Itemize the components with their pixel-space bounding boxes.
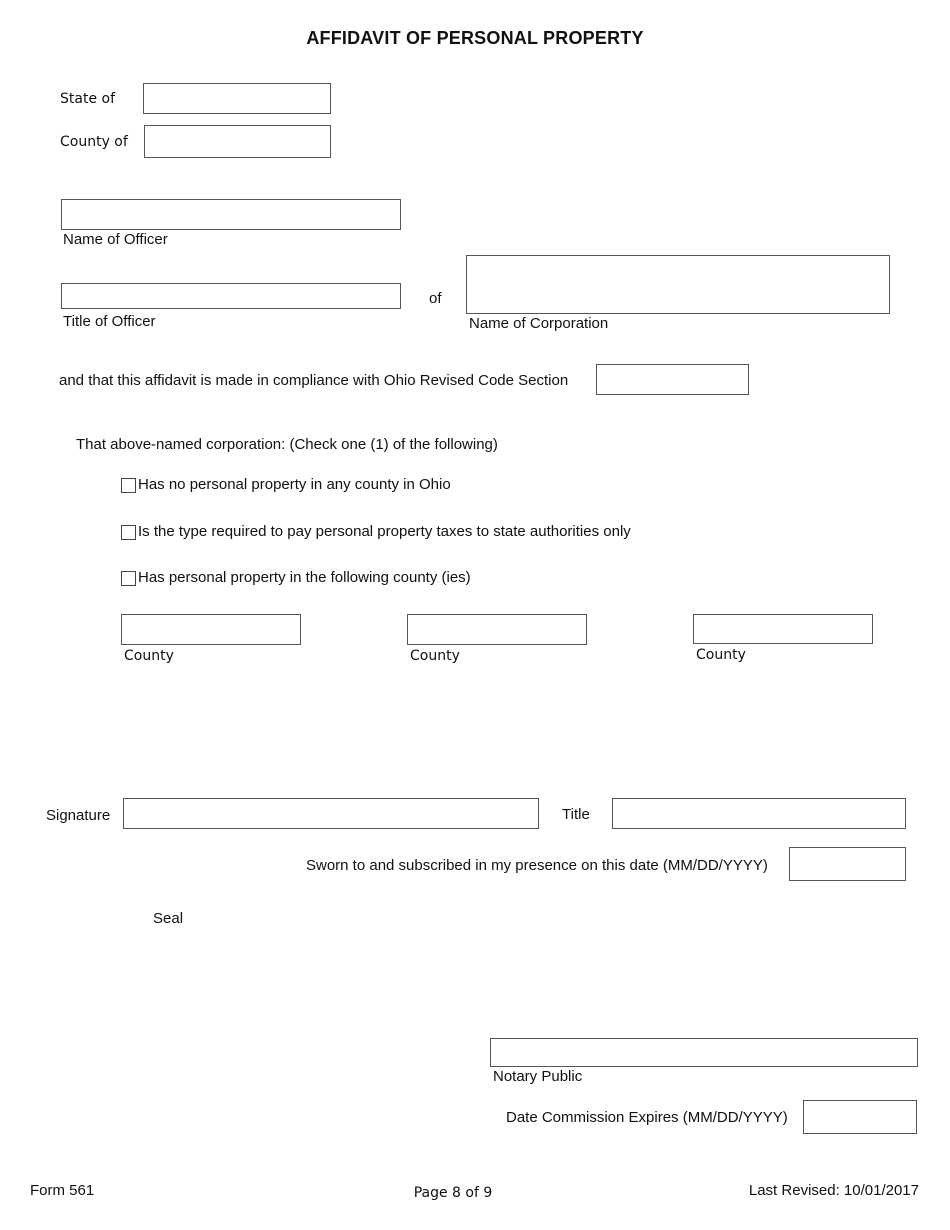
page-indicator: Page 8 of 9 [413, 1185, 493, 1201]
code-section-field[interactable] [596, 364, 749, 395]
option-has-property-checkbox[interactable] [121, 571, 136, 586]
officer-title-field[interactable] [61, 283, 401, 309]
county-field[interactable] [144, 125, 331, 158]
officer-name-label: Name of Officer [63, 231, 168, 248]
county-field-3[interactable] [693, 614, 873, 644]
last-revised: Last Revised: 10/01/2017 [748, 1182, 919, 1199]
compliance-text: and that this affidavit is made in compliance with Ohio Revised Code Section [59, 372, 569, 389]
officer-name-field[interactable] [61, 199, 401, 230]
signature-label: Signature [46, 807, 111, 824]
county-label: County of [60, 134, 128, 150]
county-field-1[interactable] [121, 614, 301, 645]
notary-public-label: Notary Public [493, 1068, 583, 1085]
option-no-property-checkbox[interactable] [121, 478, 136, 493]
option-state-only-label: Is the type required to pay personal property taxes to state authorities only [138, 523, 631, 540]
sworn-text: Sworn to and subscribed in my presence on this date (MM/DD/YYYY) [306, 857, 768, 874]
commission-expires-field[interactable] [803, 1100, 917, 1134]
signer-title-field[interactable] [612, 798, 906, 829]
seal-label: Seal [153, 910, 184, 927]
county-label-2: County [410, 648, 460, 664]
officer-title-label: Title of Officer [63, 313, 156, 330]
county-field-2[interactable] [407, 614, 587, 645]
of-label: of [429, 290, 442, 307]
commission-expires-label: Date Commission Expires (MM/DD/YYYY) [506, 1109, 788, 1126]
option-state-only-checkbox[interactable] [121, 525, 136, 540]
signer-title-label: Title [562, 806, 590, 823]
state-label: State of [60, 91, 116, 107]
signature-field[interactable] [123, 798, 539, 829]
page-title: AFFIDAVIT OF PERSONAL PROPERTY [306, 28, 644, 48]
county-label-3: County [696, 647, 746, 663]
option-no-property-label: Has no personal property in any county in Ohio [138, 476, 451, 493]
corporation-name-field[interactable] [466, 255, 890, 314]
corporation-name-label: Name of Corporation [469, 315, 609, 332]
status-prompt: That above-named corporation: (Check one (1) of the following) [76, 436, 498, 453]
option-has-property-label: Has personal property in the following county (ies) [138, 569, 471, 586]
state-field[interactable] [143, 83, 331, 114]
county-label-1: County [124, 648, 174, 664]
sworn-date-field[interactable] [789, 847, 906, 881]
form-number: Form 561 [30, 1182, 95, 1199]
notary-public-field[interactable] [490, 1038, 918, 1067]
